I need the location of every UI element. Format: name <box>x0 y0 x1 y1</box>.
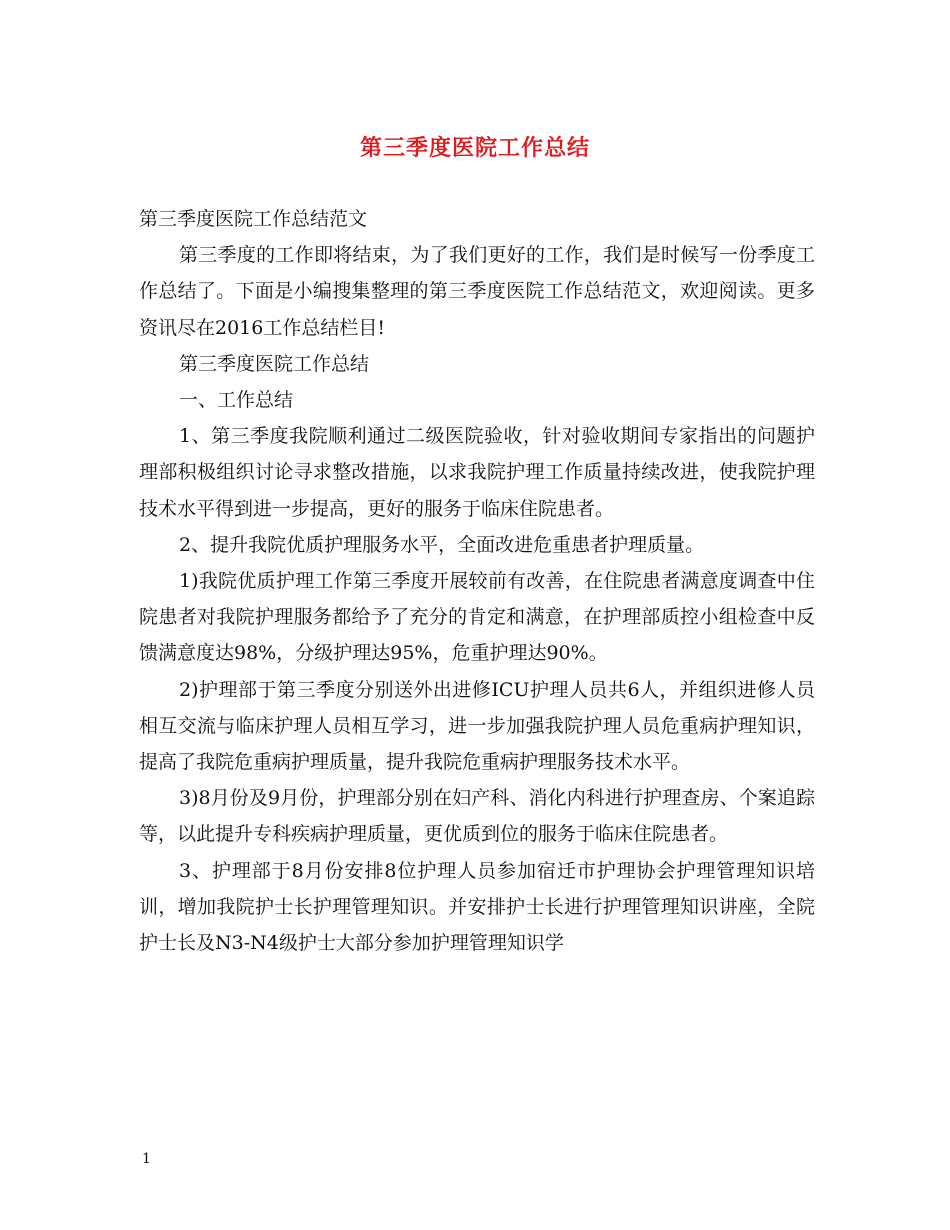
section-heading-work-summary: 一、工作总结 <box>179 389 294 412</box>
paragraph-item-1: 1、第三季度我院顺利通过二级医院验收，针对验收期间专家指出的问题护理部积极组织讨论寻求整改措施，以求我院护理工作质量持续改进，使我院护理技术水平得到进一步提高，更好的服务于临床住院患者。 <box>139 425 815 520</box>
paragraph-subitem-2: 2)护理部于第三季度分别送外出进修ICU护理人员共6人，并组织进修人员相互交流与临床护理人员相互学习，进一步加强我院护理人员危重病护理知识，提高了我院危重病护理质量，提升我院危重病护理服务技术水平。 <box>139 678 815 774</box>
document-body <box>139 201 815 961</box>
paragraph-subitem-1: 1)我院优质护理工作第三季度开展较前有改善，在住院患者满意度调查中住院患者对我院护理服务都给予了充分的肯定和满意，在护理部质控小组检查中反馈满意度达98%，分级护理达95%，危重护理达90%。 <box>139 570 815 665</box>
paragraph-subitem-3: 3)8月份及9月份，护理部分别在妇产科、消化内科进行护理查房、个案追踪等，以此提升专科疾病护理质量，更优质到位的服务于临床住院患者。 <box>139 787 815 846</box>
paragraph-item-3: 3、护理部于8月份安排8位护理人员参加宿迁市护理协会护理管理知识培训，增加我院护士长护理管理知识。并安排护士长进行护理管理知识讲座，全院护士长及N3-N4级护士大部分参加护理管理知识学 <box>139 859 815 955</box>
section-heading: 第三季度医院工作总结 <box>179 352 370 375</box>
page-number: 1 <box>142 1151 151 1167</box>
document-title: 第三季度医院工作总结 <box>359 135 590 161</box>
subtitle-line: 第三季度医院工作总结范文 <box>139 208 368 230</box>
paragraph-item-2: 2、提升我院优质护理服务水平，全面改进危重患者护理质量。 <box>179 533 705 556</box>
intro-paragraph: 第三季度的工作即将结束，为了我们更好的工作，我们是时候写一份季度工作总结了。下面是小编搜集整理的第三季度医院工作总结范文，欢迎阅读。更多资讯尽在2016工作总结栏目! <box>139 244 815 339</box>
